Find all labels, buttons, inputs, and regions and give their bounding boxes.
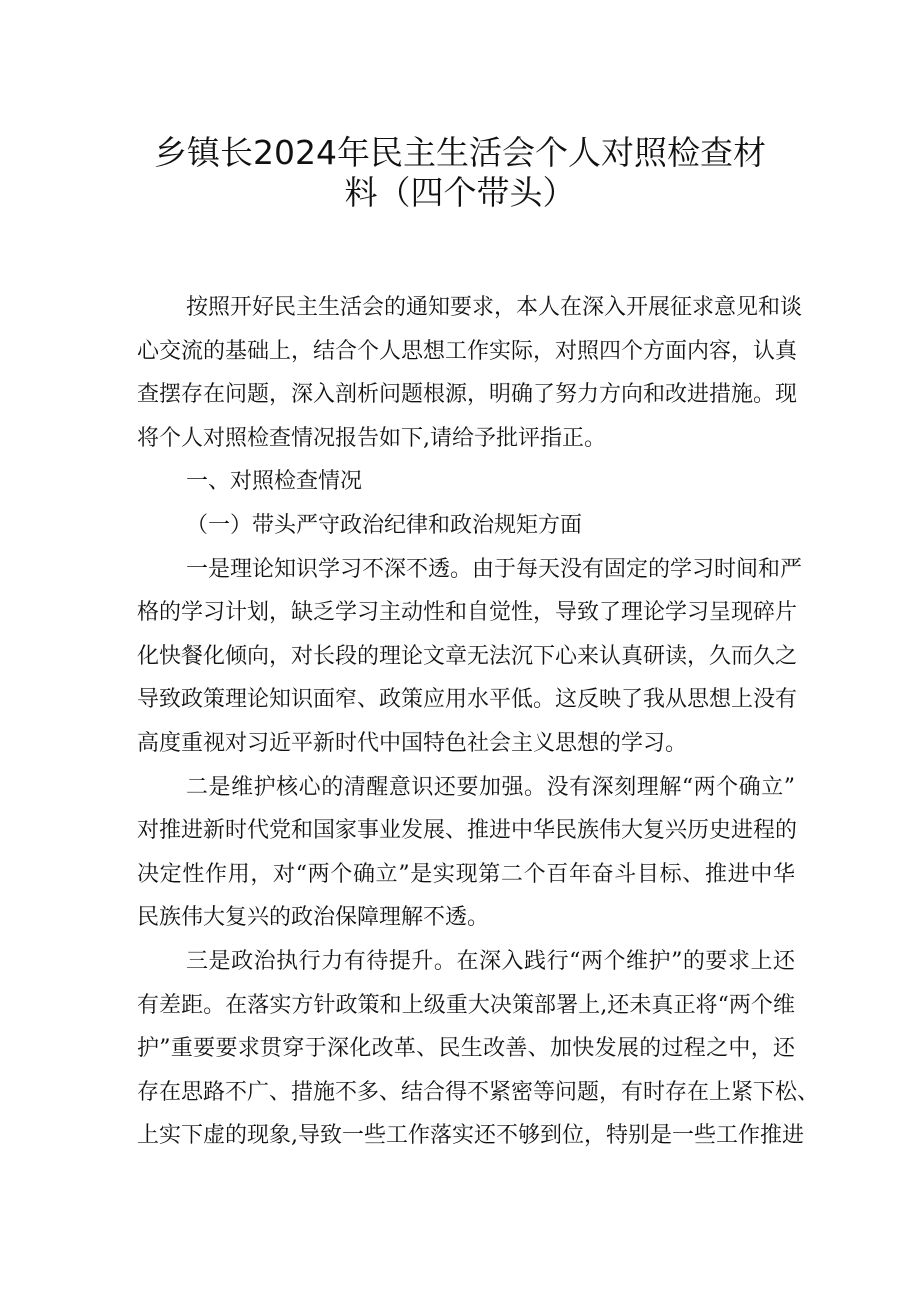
text-line: 按照开好民主生活会的通知要求，本人在深入开展征求意见和谈: [186, 295, 803, 320]
document-title: [0, 133, 920, 213]
text-line: 心交流的基础上，结合个人思想工作实际，对照四个方面内容，认真: [137, 338, 798, 364]
paragraph: [137, 766, 798, 940]
paragraph: [137, 548, 803, 766]
paragraph: [137, 286, 803, 460]
text-line: 化快餐化倾向，对长段的理论文章无法沉下心来认真研读，久而久之: [137, 643, 798, 669]
text-line: 民族伟大复兴的政治保障理解不透。: [137, 905, 490, 931]
text-line: 上实下虚的现象,导致一些工作落实还不够到位，特别是一些工作推进: [137, 1123, 804, 1149]
paragraph: [137, 460, 795, 504]
text-line: 有差距。在落实方针政策和上级重大决策部署上,还未真正将“两个维: [137, 992, 795, 1018]
text-line: 一、对照检查情况: [186, 469, 363, 495]
text-line: 护”重要要求贯穿于深化改革、民生改善、加快发展的过程之中，还: [137, 1036, 795, 1062]
text-line: （一）带头严守政治纪律和政治规矩方面: [186, 512, 583, 538]
text-line: 导致政策理论知识面窄、政策应用水平低。这反映了我从思想上没有: [137, 687, 798, 713]
text-line: 二是维护核心的清醒意识还要加强。没有深刻理解“两个确立”: [186, 774, 795, 800]
text-line: 查摆存在问题，深入剖析问题根源，明确了努力方向和改进措施。现: [137, 382, 798, 408]
text-line: 高度重视对习近平新时代中国特色社会主义思想的学习。: [137, 730, 688, 756]
text-line: 一是理论知识学习不深不透。由于每天没有固定的学习时间和严: [186, 556, 803, 582]
title-line-1: 乡镇长2024年民主生活会个人对照检查材: [154, 133, 766, 172]
text-line: 格的学习计划，缺乏学习主动性和自觉性，导致了理论学习呈现碎片: [137, 600, 798, 626]
text-line: 对推进新时代党和国家事业发展、推进中华民族伟大复兴历史进程的: [137, 818, 798, 844]
paragraph: [137, 504, 795, 548]
text-line: 存在思路不广、措施不多、结合得不紧密等问题，有时存在上紧下松、: [137, 1079, 820, 1105]
text-line: 将个人对照检查情况报告如下,请给予批评指正。: [137, 425, 606, 451]
text-line: 三是政治执行力有待提升。在深入践行“两个维护”的要求上还: [186, 948, 795, 974]
paragraph: [137, 940, 820, 1158]
text-line: 决定性作用，对“两个确立”是实现第二个百年奋斗目标、推进中华: [137, 861, 795, 887]
title-line-2: 料（四个带头）: [344, 173, 576, 212]
document-body: [137, 286, 820, 1158]
